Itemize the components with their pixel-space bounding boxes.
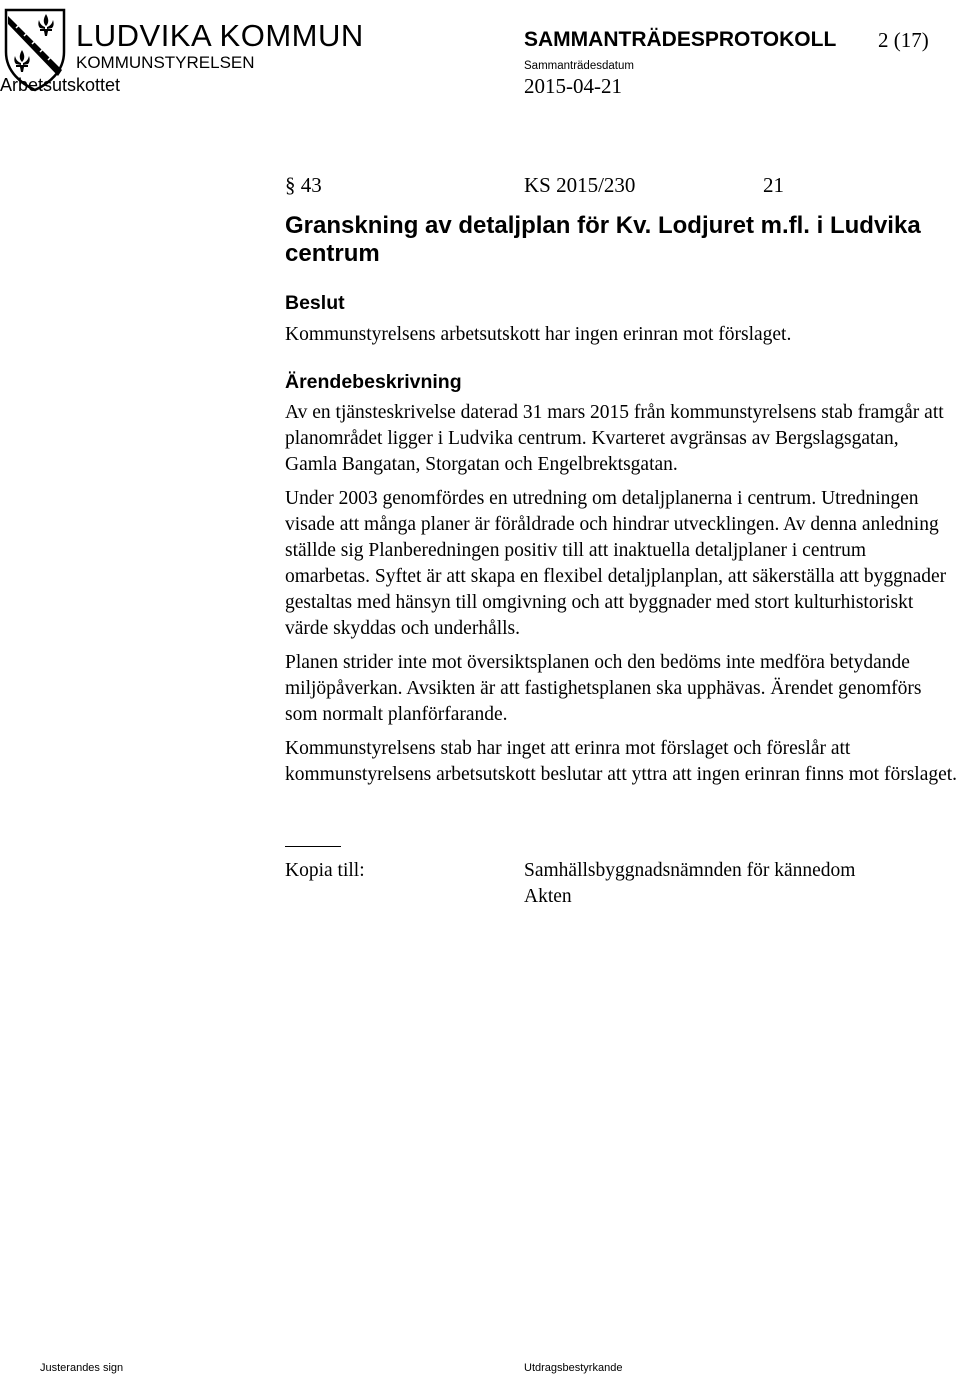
case-reference: KS 2015/230 [524,173,636,197]
copy-to-label: Kopia till: [285,860,365,881]
decision-text: Kommunstyrelsens arbetsutskott har ingen erinran mot förslaget. [285,324,792,345]
description-paragraph: Under 2003 genomfördes en utredning om detaljplanerna i centrum. Utredningen visade att många planer är föråldrade och hindrar utvecklingen. Av denna anledning ställde sig Planberedningen positiv till att inaktuella detaljplaner i centrum omarbetas. Syftet är att skapa en flexibel detaljplanplan, att säkerställa att byggnader gestaltas med hänsyn till omgivning och att byggnader med stort kulturhistoriskt värde skyddas och underhålls. [285,488,947,639]
meeting-body: Arbetsutskottet [0,75,121,95]
organization-name: LUDVIKA KOMMUN [76,18,364,53]
meeting-date-label: Sammanträdesdatum [524,60,634,72]
description-paragraph: Kommunstyrelsens stab har inget att erinra mot förslaget och föreslår att kommunstyrelsens arbetsutskott beslutar att yttra att ingen erinran finns mot förslaget. [285,738,958,785]
decision-heading: Beslut [285,292,345,314]
description-heading: Ärendebeskrivning [285,371,462,393]
description-paragraph: Planen strider inte mot översiktsplanen och den bedöms inte medföra betydande miljöpåverkan. Avsikten är att fastighetsplanen ska upphävas. Ärendet genomförs som normalt planförfarande. [285,652,922,725]
divider-rule [285,846,341,847]
item-title: Granskning av detaljplan för Kv. Lodjuret m.fl. i Ludvika centrum [285,212,921,267]
copy-recipient: Samhällsbyggnadsnämnden för kännedom [524,860,856,881]
footer-certification-label: Utdragsbestyrkande [524,1362,623,1374]
paragraph-number: § 43 [285,173,322,197]
organization-unit: KOMMUNSTYRELSEN [76,53,255,72]
register-number: 21 [763,173,784,197]
meeting-date: 2015-04-21 [524,74,622,98]
footer-signature-label: Justerandes sign [40,1362,124,1374]
copy-recipient: Akten [524,886,572,907]
description-paragraph: Av en tjänsteskrivelse daterad 31 mars 2015 från kommunstyrelsens stab framgår att planområdet ligger i Ludvika centrum. Kvarteret avgränsas av Bergslagsgatan, Gamla Bangatan, Storgatan och Engelbrektsgatan. [285,402,944,475]
document-type: SAMMANTRÄDESPROTOKOLL [524,28,837,51]
page-number: 2 (17) [878,28,929,52]
